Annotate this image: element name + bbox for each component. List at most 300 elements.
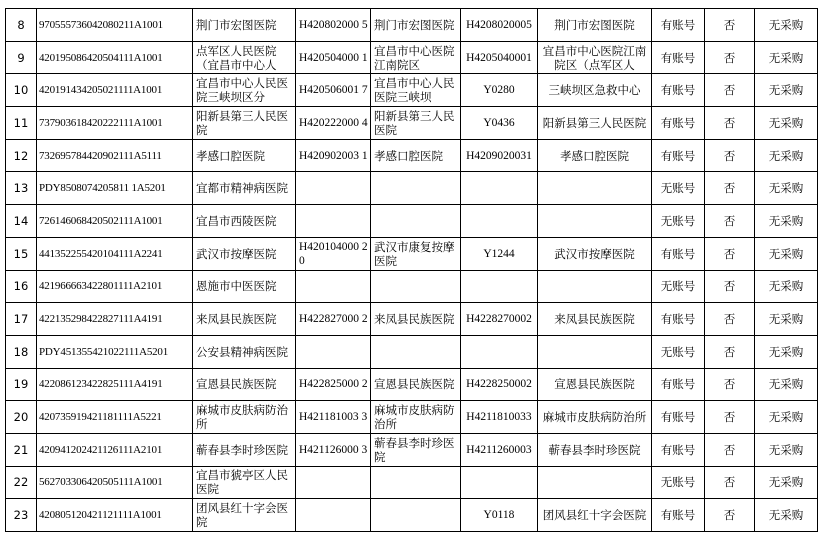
account-status-text: 有账号 [660, 442, 696, 457]
registered-name-text: 宜昌市中心医院江南院区 [374, 43, 455, 72]
account-status [652, 433, 705, 466]
platform-name [538, 401, 652, 434]
hospital-name [193, 433, 296, 466]
platform-code-text: Y0436 [483, 116, 515, 129]
registered-name-text: 荆门市宏图医院 [374, 17, 455, 32]
row-number-text: 8 [17, 17, 25, 32]
license-code [296, 205, 371, 238]
platform-code [461, 335, 538, 368]
table-row [6, 368, 818, 401]
account-status [652, 335, 705, 368]
license-code [296, 466, 371, 499]
platform-name-text: 来凤县民族医院 [554, 312, 635, 327]
purchase-status-text: 无采购 [768, 148, 804, 163]
account-status-text: 有账号 [660, 246, 696, 261]
platform-name-text: 荆门市宏图医院 [554, 17, 635, 32]
flag-cell [705, 74, 755, 107]
registered-name [371, 74, 461, 107]
row-number [6, 41, 37, 74]
license-code-text: H420504000 1 [299, 51, 368, 64]
registered-name [371, 401, 461, 434]
row-number-text: 17 [13, 312, 29, 327]
flag-cell-text: 否 [723, 181, 736, 196]
platform-name-text: 蕲春县李时珍医院 [548, 442, 641, 457]
institution-code [37, 41, 193, 74]
platform-name-text: 麻城市皮肤病防治所 [542, 410, 647, 425]
platform-code [461, 205, 538, 238]
license-code [296, 270, 371, 303]
registered-name-text: 宜昌市中心人民医院三峡坝 [374, 76, 455, 105]
purchase-status-text: 无采购 [768, 83, 804, 98]
license-code [296, 499, 371, 532]
account-status-text: 有账号 [660, 508, 696, 523]
platform-name [538, 466, 652, 499]
row-number [6, 9, 37, 42]
institution-code [37, 270, 193, 303]
row-number [6, 401, 37, 434]
hospital-name-text: 宜昌市猇亭区人民医院 [196, 468, 288, 497]
institution-code-text: 737903618420222111A1001 [39, 116, 163, 129]
hospital-name-text: 团风县红十字会医院 [196, 501, 288, 530]
registered-name [371, 499, 461, 532]
flag-cell-text: 否 [723, 410, 736, 425]
flag-cell-text: 否 [723, 148, 736, 163]
institution-code [37, 466, 193, 499]
purchase-status [755, 205, 818, 238]
hospital-name [193, 499, 296, 532]
account-status-text: 无账号 [660, 181, 696, 196]
platform-code [461, 401, 538, 434]
platform-name [538, 237, 652, 270]
institution-code-text: 420805120421121111A1001 [39, 509, 162, 522]
registered-name-text: 麻城市皮肤病防治所 [374, 403, 455, 432]
account-status [652, 466, 705, 499]
platform-code [461, 172, 538, 205]
purchase-status [755, 499, 818, 532]
hospital-name [193, 107, 296, 140]
license-code-text: H421126000 3 [299, 443, 368, 456]
account-status [652, 237, 705, 270]
institution-code-text: 421966663422801111A2101 [39, 280, 163, 293]
license-code-text: H420506001 7 [299, 84, 368, 97]
platform-name-text: 武汉市按摩医院 [554, 246, 635, 261]
purchase-status [755, 139, 818, 172]
registered-name [371, 41, 461, 74]
institution-code-text: 420195086420504111A1001 [39, 51, 163, 64]
flag-cell [705, 433, 755, 466]
registered-name [371, 433, 461, 466]
platform-name-text: 宣恩县民族医院 [554, 377, 635, 392]
registered-name [371, 335, 461, 368]
hospital-name-text: 武汉市按摩医院 [196, 246, 277, 261]
hospital-name-text: 宣恩县民族医院 [196, 377, 277, 392]
platform-code-text: H4208020005 [466, 18, 532, 31]
hospital-name [193, 368, 296, 401]
platform-name [538, 205, 652, 238]
flag-cell [705, 335, 755, 368]
institution-code-text: 422086123422825111A4191 [39, 378, 163, 391]
registered-name-text: 来凤县民族医院 [374, 312, 455, 327]
registered-name [371, 270, 461, 303]
license-code [296, 41, 371, 74]
flag-cell [705, 205, 755, 238]
hospital-name [193, 172, 296, 205]
license-code-text: H420104000 20 [299, 240, 368, 267]
platform-code [461, 368, 538, 401]
institution-code-text: 420941202421126111A2101 [39, 443, 163, 456]
hospital-name [193, 9, 296, 42]
account-status [652, 499, 705, 532]
platform-name [538, 41, 652, 74]
platform-code-text: H4211810033 [466, 411, 532, 424]
platform-code [461, 9, 538, 42]
purchase-status [755, 41, 818, 74]
purchase-status-text: 无采购 [768, 442, 804, 457]
license-code [296, 433, 371, 466]
platform-name-text: 阳新县第三人民医院 [542, 115, 647, 130]
institution-code-text: 420735919421181111A5221 [39, 411, 162, 424]
account-status-text: 无账号 [660, 213, 696, 228]
flag-cell [705, 9, 755, 42]
hospital-name-text: 孝感口腔医院 [196, 148, 265, 163]
row-number-text: 21 [13, 442, 29, 457]
registered-name [371, 9, 461, 42]
license-code [296, 335, 371, 368]
institution-code-text: PDY8508074205811 1A5201 [39, 182, 166, 195]
account-status-text: 有账号 [660, 83, 696, 98]
registered-name-text: 宣恩县民族医院 [374, 377, 455, 392]
purchase-status [755, 172, 818, 205]
platform-code [461, 466, 538, 499]
registered-name [371, 107, 461, 140]
platform-name [538, 107, 652, 140]
hospital-name [193, 41, 296, 74]
hospital-name-text: 阳新县第三人民医院 [196, 108, 288, 137]
license-code [296, 368, 371, 401]
registered-name-text: 蕲春县李时珍医院 [374, 435, 455, 464]
purchase-status-text: 无采购 [768, 246, 804, 261]
table-row [6, 303, 818, 336]
purchase-status-text: 无采购 [768, 17, 804, 32]
registered-name-text: 武汉市康复按摩医院 [374, 239, 455, 268]
flag-cell [705, 237, 755, 270]
row-number [6, 368, 37, 401]
institution-code-text: PDY451355421022111A5201 [39, 345, 169, 358]
institution-code [37, 139, 193, 172]
purchase-status-text: 无采购 [768, 475, 804, 490]
account-status [652, 205, 705, 238]
flag-cell-text: 否 [723, 279, 736, 294]
flag-cell [705, 270, 755, 303]
institution-code [37, 368, 193, 401]
row-number-text: 15 [13, 246, 29, 261]
row-number-text: 16 [13, 279, 29, 294]
hospital-name [193, 205, 296, 238]
row-number [6, 499, 37, 532]
account-status [652, 107, 705, 140]
row-number [6, 139, 37, 172]
platform-name-text: 宜昌市中心医院江南院区（点军区人 [542, 43, 647, 72]
platform-code-text: H4228250002 [466, 378, 532, 391]
platform-code [461, 499, 538, 532]
account-status-text: 有账号 [660, 17, 696, 32]
hospital-name-text: 宜昌市西陵医院 [196, 213, 277, 228]
hospital-name [193, 401, 296, 434]
platform-name [538, 172, 652, 205]
account-status-text: 无账号 [660, 279, 696, 294]
table-row [6, 466, 818, 499]
row-number [6, 433, 37, 466]
purchase-status [755, 433, 818, 466]
table-row [6, 107, 818, 140]
institution-code-text: 422135298422827111A4191 [39, 313, 163, 326]
table-row [6, 139, 818, 172]
license-code-text: H420902003 1 [299, 149, 368, 162]
registered-name [371, 303, 461, 336]
hospital-name [193, 335, 296, 368]
flag-cell [705, 466, 755, 499]
account-status [652, 9, 705, 42]
account-status [652, 139, 705, 172]
institution-code [37, 205, 193, 238]
purchase-status [755, 74, 818, 107]
institution-code [37, 335, 193, 368]
platform-name [538, 499, 652, 532]
institution-code [37, 172, 193, 205]
row-number-text: 19 [13, 377, 29, 392]
flag-cell [705, 107, 755, 140]
institution-code [37, 499, 193, 532]
platform-code [461, 41, 538, 74]
row-number [6, 270, 37, 303]
purchase-status-text: 无采购 [768, 213, 804, 228]
purchase-status-text: 无采购 [768, 115, 804, 130]
platform-name-text: 三峡坝区急救中心 [548, 83, 641, 98]
row-number [6, 237, 37, 270]
purchase-status [755, 237, 818, 270]
platform-code-text: H4205040001 [466, 51, 532, 64]
flag-cell-text: 否 [723, 377, 736, 392]
table-row [6, 433, 818, 466]
license-code-text: H422825000 2 [299, 378, 368, 391]
flag-cell [705, 368, 755, 401]
platform-name [538, 303, 652, 336]
license-code-text: H421181003 3 [299, 411, 368, 424]
license-code-text: H422827000 2 [299, 313, 368, 326]
platform-name [538, 9, 652, 42]
platform-code-text: Y0280 [483, 84, 515, 97]
account-status-text: 有账号 [660, 312, 696, 327]
row-number [6, 335, 37, 368]
institution-code [37, 9, 193, 42]
account-status [652, 401, 705, 434]
flag-cell-text: 否 [723, 442, 736, 457]
account-status [652, 41, 705, 74]
registered-name [371, 139, 461, 172]
flag-cell-text: 否 [723, 344, 736, 359]
hospital-name-text: 荆门市宏图医院 [196, 17, 277, 32]
flag-cell [705, 41, 755, 74]
license-code [296, 9, 371, 42]
table-row [6, 401, 818, 434]
hospital-name [193, 237, 296, 270]
platform-code [461, 237, 538, 270]
institution-code-text: 562703306420505111A1001 [39, 476, 163, 489]
table-row [6, 499, 818, 532]
row-number [6, 107, 37, 140]
account-status [652, 172, 705, 205]
license-code [296, 107, 371, 140]
institution-code [37, 433, 193, 466]
purchase-status [755, 466, 818, 499]
table-row [6, 270, 818, 303]
platform-name [538, 270, 652, 303]
license-code-text: H420222000 4 [299, 116, 368, 129]
institution-code [37, 74, 193, 107]
platform-code [461, 270, 538, 303]
row-number [6, 205, 37, 238]
platform-name [538, 335, 652, 368]
flag-cell [705, 172, 755, 205]
hospital-name [193, 139, 296, 172]
row-number-text: 20 [13, 410, 29, 425]
hospital-name-text: 来凤县民族医院 [196, 312, 277, 327]
registered-name [371, 172, 461, 205]
platform-name [538, 433, 652, 466]
platform-code [461, 74, 538, 107]
hospital-table [5, 8, 818, 532]
hospital-name [193, 466, 296, 499]
table-row [6, 172, 818, 205]
purchase-status [755, 107, 818, 140]
purchase-status-text: 无采购 [768, 508, 804, 523]
row-number-text: 13 [13, 181, 29, 196]
row-number [6, 74, 37, 107]
account-status-text: 有账号 [660, 410, 696, 425]
table-row [6, 335, 818, 368]
purchase-status [755, 335, 818, 368]
account-status [652, 74, 705, 107]
flag-cell-text: 否 [723, 83, 736, 98]
row-number-text: 14 [13, 213, 29, 228]
purchase-status [755, 9, 818, 42]
license-code [296, 172, 371, 205]
hospital-name-text: 麻城市皮肤病防治所 [196, 403, 288, 432]
purchase-status-text: 无采购 [768, 410, 804, 425]
purchase-status-text: 无采购 [768, 312, 804, 327]
account-status-text: 有账号 [660, 148, 696, 163]
platform-name-text: 孝感口腔医院 [560, 148, 629, 163]
license-code [296, 401, 371, 434]
flag-cell [705, 303, 755, 336]
purchase-status-text: 无采购 [768, 50, 804, 65]
table-row [6, 74, 818, 107]
row-number-text: 18 [13, 344, 29, 359]
flag-cell-text: 否 [723, 475, 736, 490]
account-status [652, 303, 705, 336]
hospital-name [193, 270, 296, 303]
platform-code [461, 433, 538, 466]
registered-name-text: 孝感口腔医院 [374, 148, 443, 163]
hospital-name-text: 恩施市中医医院 [196, 279, 277, 294]
platform-code-text: Y0118 [483, 509, 515, 522]
platform-code-text: H4211260003 [466, 443, 532, 456]
platform-code-text: H4209020031 [466, 149, 532, 162]
license-code [296, 74, 371, 107]
hospital-name-text: 宜都市精神病医院 [196, 181, 288, 196]
license-code-text: H420802000 5 [299, 18, 368, 31]
row-number [6, 303, 37, 336]
flag-cell [705, 401, 755, 434]
account-status-text: 有账号 [660, 377, 696, 392]
hospital-name [193, 74, 296, 107]
license-code [296, 303, 371, 336]
platform-name [538, 368, 652, 401]
flag-cell-text: 否 [723, 213, 736, 228]
table-row [6, 205, 818, 238]
institution-code-text: 441352255420104111A2241 [39, 247, 163, 260]
platform-name-text: 团风县红十字会医院 [542, 508, 647, 523]
institution-code [37, 303, 193, 336]
institution-code [37, 401, 193, 434]
row-number-text: 11 [13, 115, 29, 130]
purchase-status-text: 无采购 [768, 181, 804, 196]
table-row [6, 9, 818, 42]
flag-cell-text: 否 [723, 115, 736, 130]
row-number-text: 22 [13, 475, 29, 490]
hospital-name-text: 公安县精神病医院 [196, 344, 288, 359]
row-number-text: 9 [17, 50, 25, 65]
flag-cell-text: 否 [723, 312, 736, 327]
registered-name [371, 237, 461, 270]
table-body [6, 9, 818, 532]
purchase-status [755, 401, 818, 434]
platform-code-text: H4228270002 [466, 313, 532, 326]
account-status-text: 无账号 [660, 344, 696, 359]
purchase-status [755, 303, 818, 336]
institution-code [37, 237, 193, 270]
institution-code [37, 107, 193, 140]
platform-code [461, 107, 538, 140]
flag-cell [705, 499, 755, 532]
account-status-text: 无账号 [660, 475, 696, 490]
row-number-text: 10 [13, 83, 29, 98]
institution-code-text: 420191434205021111A1001 [39, 84, 163, 97]
hospital-name-text: 点军区人民医院（宜昌市中心人 [196, 43, 277, 72]
hospital-name [193, 303, 296, 336]
license-code [296, 237, 371, 270]
purchase-status [755, 270, 818, 303]
table-row [6, 237, 818, 270]
purchase-status [755, 368, 818, 401]
institution-code-text: 970555736042080211A1001 [39, 18, 163, 31]
registered-name [371, 368, 461, 401]
platform-code [461, 139, 538, 172]
row-number-text: 23 [13, 508, 29, 523]
platform-name [538, 139, 652, 172]
account-status [652, 270, 705, 303]
table-row [6, 41, 818, 74]
flag-cell-text: 否 [723, 17, 736, 32]
license-code [296, 139, 371, 172]
registered-name [371, 205, 461, 238]
flag-cell-text: 否 [723, 508, 736, 523]
hospital-name-text: 蕲春县李时珍医院 [196, 442, 288, 457]
registered-name [371, 466, 461, 499]
account-status [652, 368, 705, 401]
hospital-name-text: 宜昌市中心人民医院三峡坝区分 [196, 76, 288, 105]
flag-cell-text: 否 [723, 246, 736, 261]
